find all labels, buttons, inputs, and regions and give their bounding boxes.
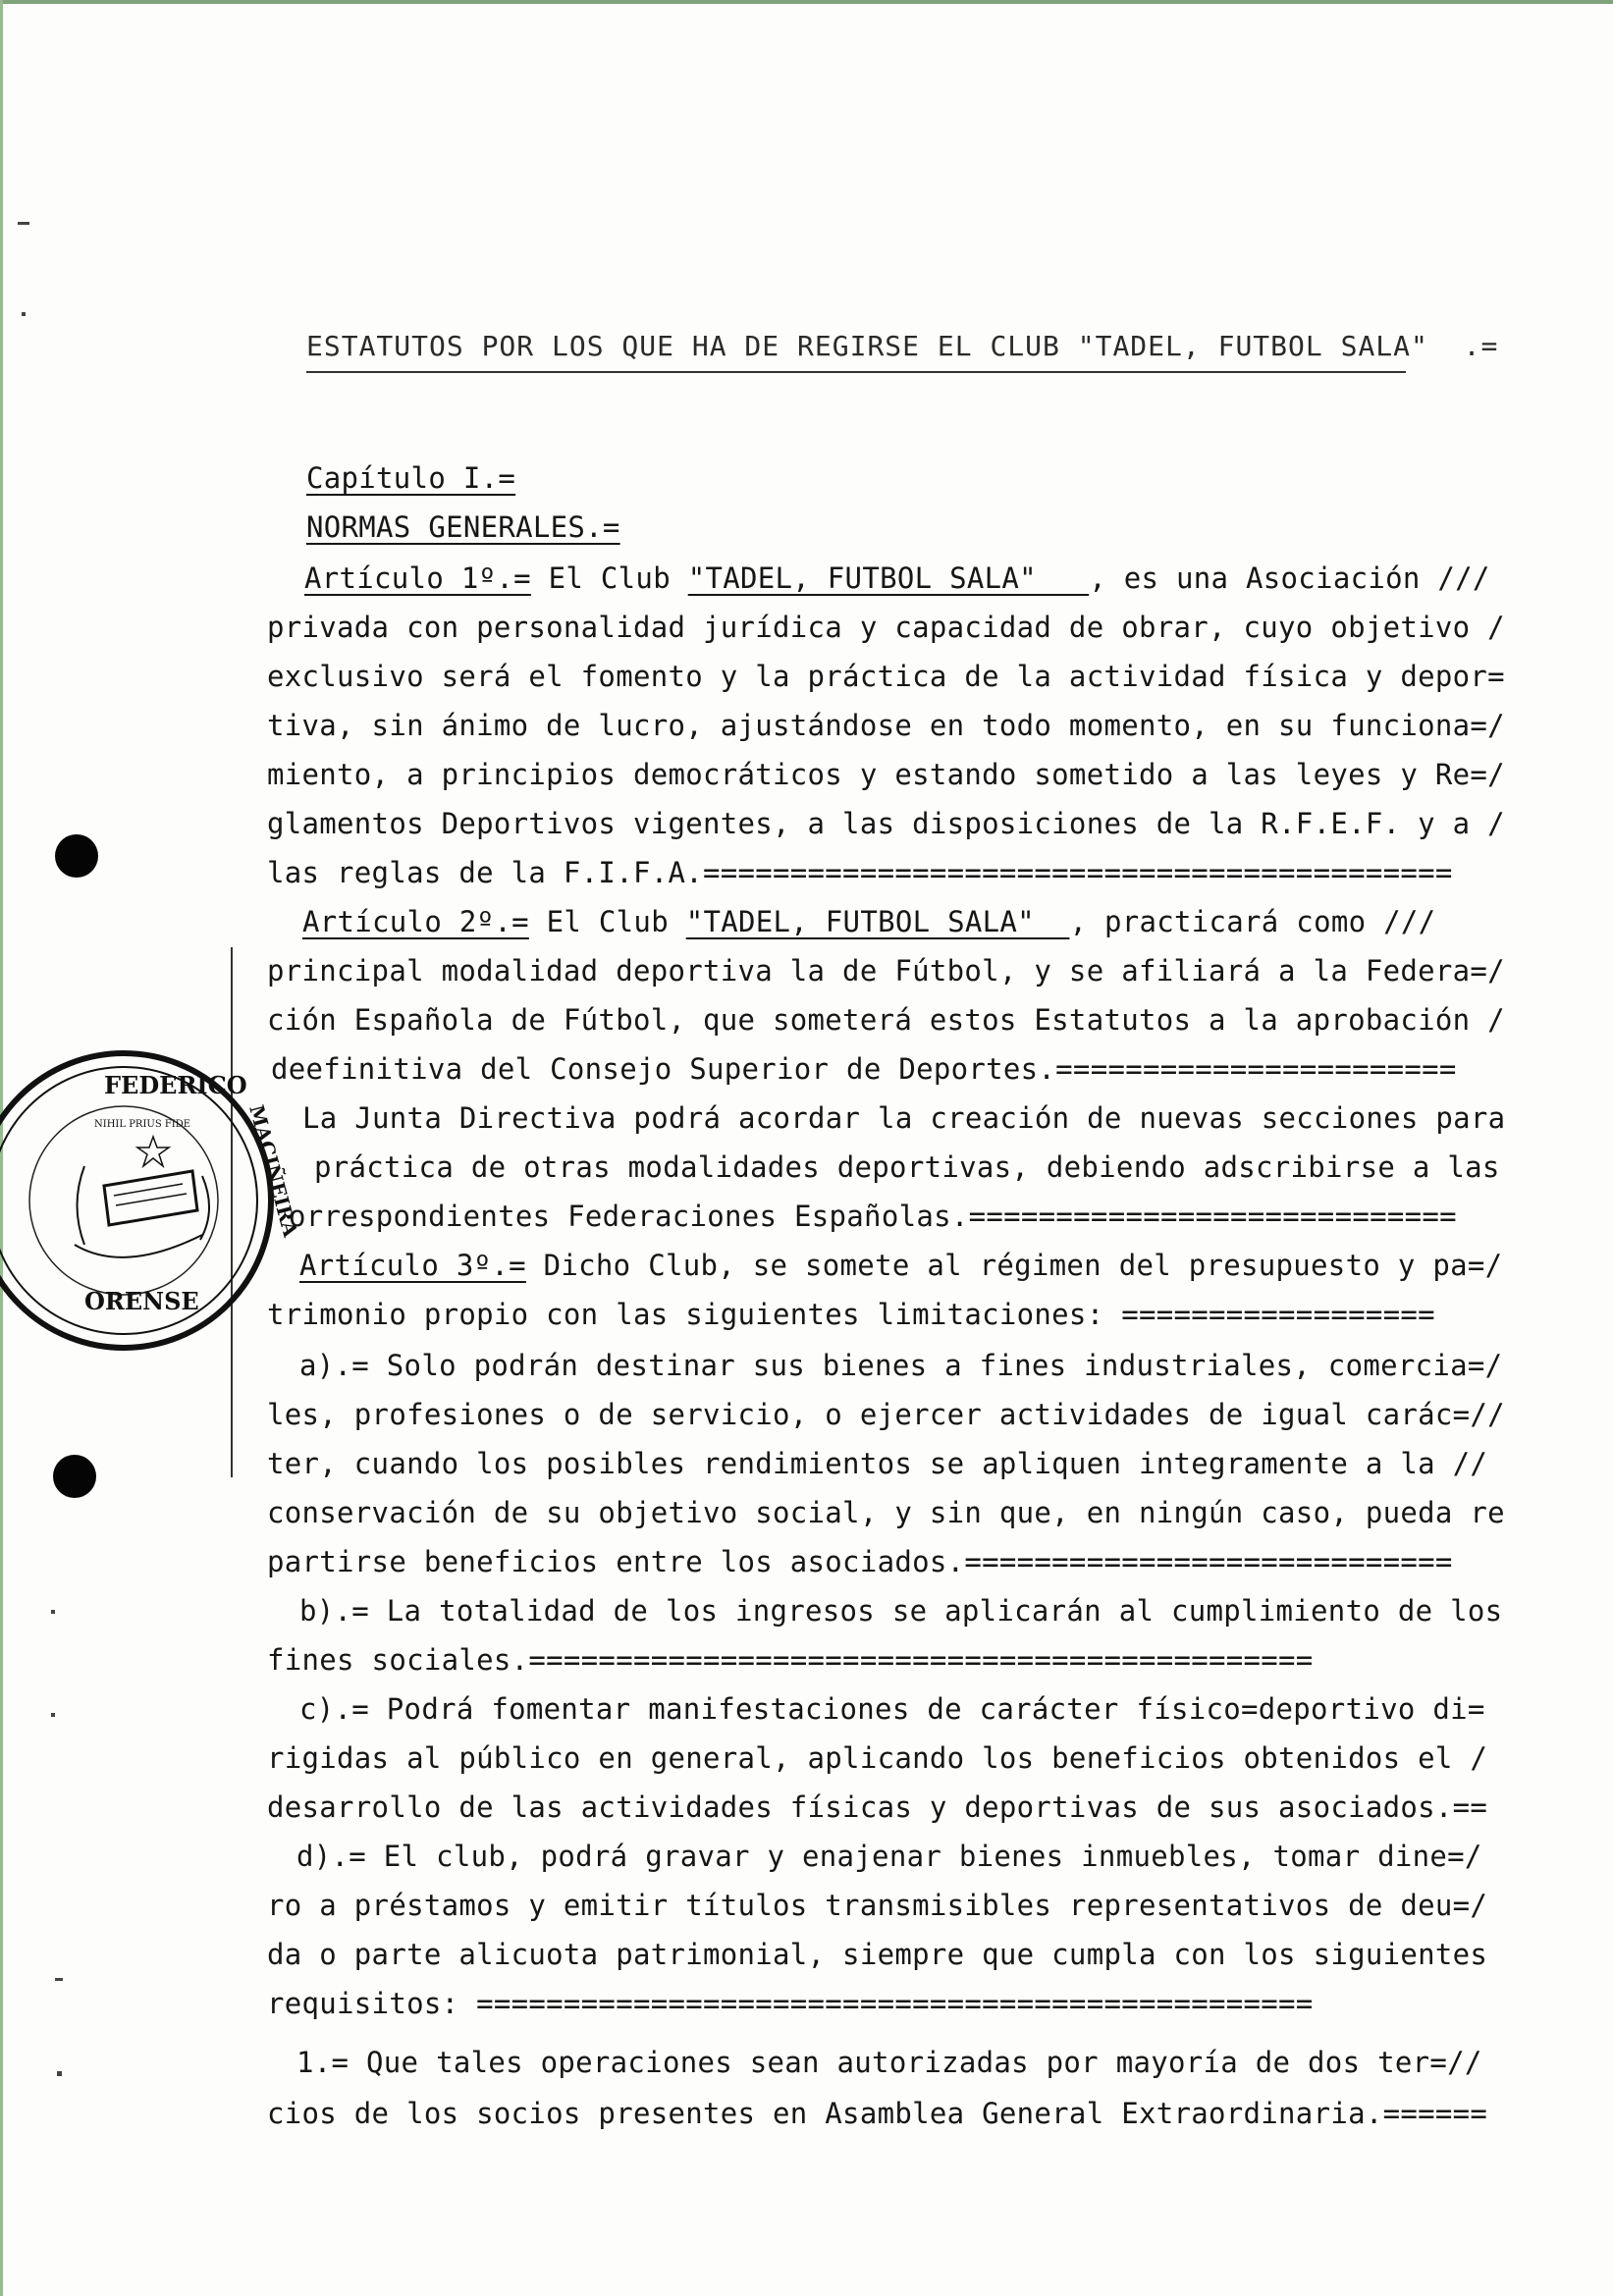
text-line: miento, a principios democráticos y estando sometido a las leyes y Re=/ (267, 758, 1505, 791)
text-line-15: Artículo 3º.= Dicho Club, se somete al régimen del presupuesto y pa=/ (299, 1249, 1503, 1282)
margin-mark (51, 1713, 55, 1717)
chapter-heading: Capítulo I.= (306, 461, 516, 495)
margin-mark (18, 222, 29, 225)
text-line: da o parte alicuota patrimonial, siempre que cumpla con los siguientes (267, 1938, 1488, 1971)
text-line: práctica de otras modalidades deportivas, debiendo adscribirse a las (314, 1150, 1500, 1184)
article-3-label: Artículo 3º.= (299, 1249, 526, 1282)
text-line: conservación de su objetivo social, y sin que, en ningún caso, pueda re (267, 1496, 1505, 1529)
star-icon (137, 1137, 169, 1166)
text-line: las reglas de la F.I.F.A.=========================================== (267, 856, 1453, 889)
document-title: ESTATUTOS POR LOS QUE HA DE REGIRSE EL CLUB "TADEL, FUTBOL SALA" .= (306, 330, 1499, 362)
text-line: d).= El club, podrá gravar y enajenar bienes inmuebles, tomar dine=/ (296, 1840, 1482, 1873)
seal-side-text: MACIÑEIRA (244, 1102, 303, 1240)
text-line: ción Española de Fútbol, que someterá estos Estatutos a la aprobación / (267, 1003, 1505, 1037)
text-line: privada con personalidad jurídica y capacidad de obrar, cuyo objetivo / (267, 611, 1505, 644)
text-line: rigidas al público en general, aplicando los beneficios obtenidos el / (267, 1741, 1488, 1775)
text-line: glamentos Deportivos vigentes, a las disposiciones de la R.F.E.F. y a / (267, 807, 1505, 840)
text-line: les, profesiones o de servicio, o ejercer actividades de igual carác=// (267, 1398, 1505, 1431)
text-line-1: Artículo 1º.= El Club "TADEL, FUTBOL SALA" , es una Asociación /// (304, 561, 1490, 595)
text-line: fines sociales.============================================= (267, 1643, 1314, 1677)
club-name: "TADEL, FUTBOL SALA" (687, 561, 1090, 595)
text-line: exclusivo será el fomento y la práctica de la actividad física y depor= (267, 660, 1505, 693)
text-line: orrespondientes Federaciones Españolas.============================ (289, 1200, 1457, 1233)
text-line: trimonio propio con las siguientes limitaciones: ================== (267, 1298, 1435, 1331)
article-2-label: Artículo 2º.= (302, 905, 529, 938)
punch-hole-top (55, 834, 98, 878)
text-line: La Junta Directiva podrá acordar la creación de nuevas secciones para (302, 1101, 1506, 1135)
margin-mark (57, 2071, 62, 2076)
text-line: 1.= Que tales operaciones sean autorizadas por mayoría de dos ter=// (296, 2046, 1482, 2079)
text-line: tiva, sin ánimo de lucro, ajustándose en todo momento, en su funciona=/ (267, 709, 1505, 742)
text-line: requisitos: ================================================ (267, 1987, 1314, 2020)
title-underline (306, 371, 1406, 373)
page-edge-top (0, 0, 1613, 4)
text-line: ro a préstamos y emitir títulos transmisibles representativos de deu=/ (267, 1889, 1488, 1922)
club-name: "TADEL, FUTBOL SALA" (685, 905, 1070, 938)
book-emblem-icon (104, 1171, 197, 1225)
text-line: ter, cuando los posibles rendimientos se apliquen integramente a la // (267, 1447, 1488, 1480)
punch-hole-bottom (53, 1455, 96, 1498)
margin-mark (22, 312, 26, 316)
text-line: desarrollo de las actividades físicas y deportivas de sus asociados.== (267, 1790, 1488, 1824)
margin-mark (51, 1610, 55, 1614)
text-line: cios de los socios presentes en Asamblea General Extraordinaria.====== (267, 2097, 1488, 2130)
text-line: c).= Podrá fomentar manifestaciones de carácter físico=deportivo di= (299, 1692, 1485, 1726)
margin-mark (55, 1978, 63, 1981)
text-line-8: Artículo 2º.= El Club "TADEL, FUTBOL SALA" , practicará como /// (302, 905, 1436, 938)
seal-top-text: FEDERICO (104, 1071, 247, 1099)
seal-motto: NIHIL PRIUS FIDE (94, 1119, 191, 1130)
article-1-label: Artículo 1º.= (304, 561, 531, 595)
text-line: principal modalidad deportiva la de Fútbol, y se afiliará a la Federa=/ (267, 954, 1505, 988)
text-line: deefinitiva del Consejo Superior de Deportes.======================= (271, 1052, 1457, 1086)
text-line: b).= La totalidad de los ingresos se aplicarán al cumplimiento de los (299, 1594, 1503, 1628)
text-line: partirse beneficios entre los asociados.============================ (267, 1545, 1453, 1578)
text-line: a).= Solo podrán destinar sus bienes a fines industriales, comercia=/ (299, 1349, 1503, 1382)
notary-seal (84, 1029, 303, 1323)
seal-bottom-text: ORENSE (84, 1287, 199, 1315)
section-heading: NORMAS GENERALES.= (306, 510, 620, 544)
